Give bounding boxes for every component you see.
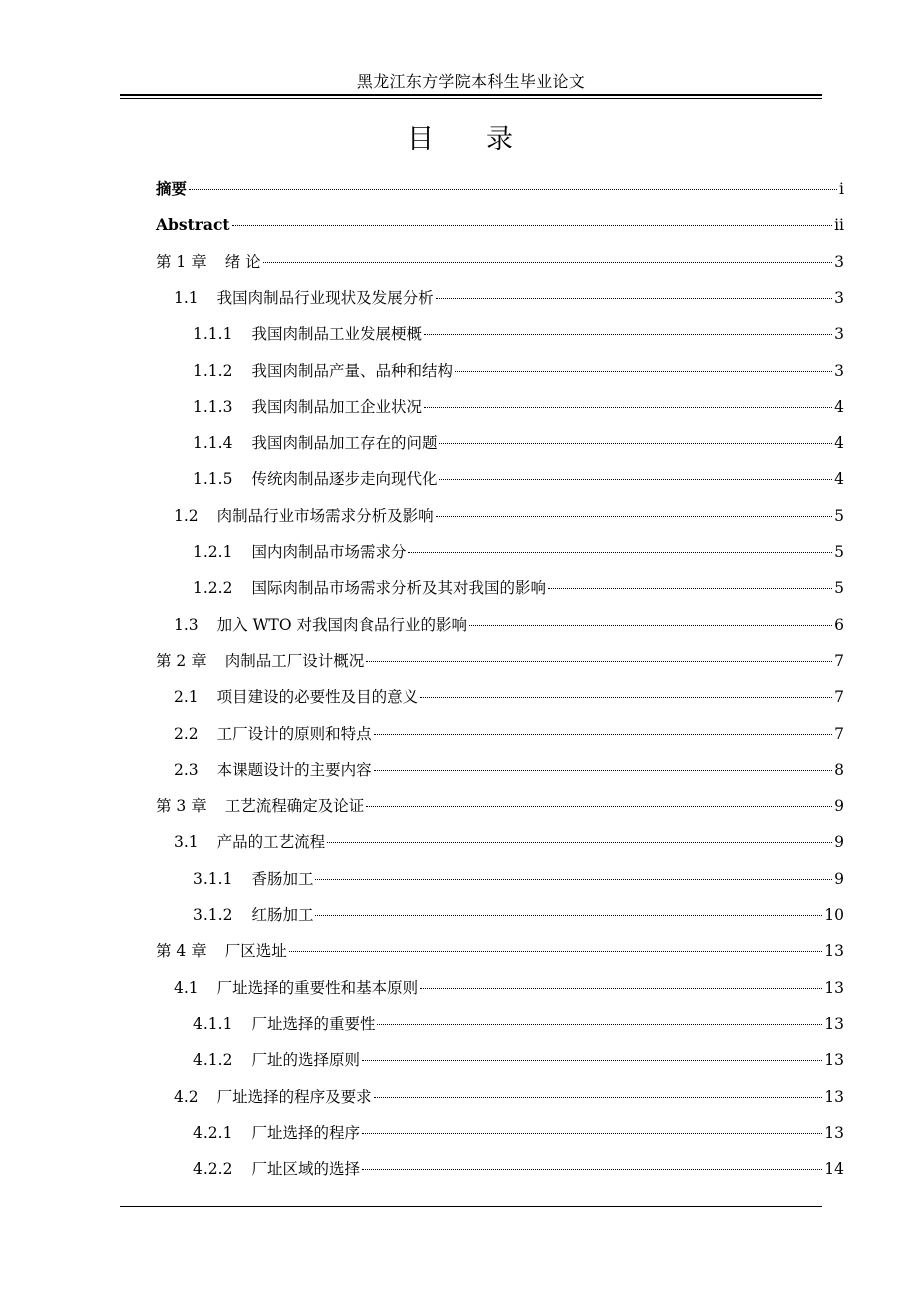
toc-dot-leader — [424, 334, 832, 335]
toc-entry-number: 2.1 — [174, 688, 199, 707]
toc-entry-number: 4.2.1 — [193, 1123, 233, 1142]
toc-entry-title: 肉制品工厂设计概况 — [224, 651, 365, 670]
footer-rule — [120, 1206, 822, 1207]
toc-entry-page: 4 — [834, 434, 844, 453]
toc-entry-number: 第 2 章 — [156, 651, 207, 670]
toc-entry-title: 厂址区域的选择 — [251, 1160, 360, 1179]
toc-entry[interactable] — [174, 759, 844, 781]
toc-entry-page: 8 — [834, 760, 844, 779]
toc-dot-leader — [439, 443, 832, 444]
toc-entry-number: 4.1.2 — [193, 1051, 233, 1070]
toc-entry-number: 1.1 — [174, 288, 199, 307]
toc-entry[interactable] — [156, 178, 844, 200]
toc-entry-page: i — [839, 180, 844, 198]
toc-entry-page: 5 — [834, 579, 844, 598]
toc-entry[interactable] — [193, 1013, 844, 1035]
toc-dot-leader — [289, 951, 823, 952]
toc-entry-page: 9 — [834, 869, 844, 888]
toc-entry-number: 1.2.1 — [193, 543, 233, 561]
toc-entry-title: 传统肉制品逐步走向现代化 — [251, 470, 438, 489]
toc-entry[interactable] — [193, 1122, 844, 1144]
toc-entry[interactable] — [193, 1049, 844, 1071]
toc-entry-number: 3.1.2 — [193, 906, 233, 924]
toc-dot-leader — [374, 770, 832, 771]
toc-title: 目录 — [407, 124, 565, 155]
toc-dot-leader — [420, 697, 832, 698]
toc-entry-page: ii — [834, 216, 844, 235]
toc-entry-page: 7 — [834, 688, 844, 707]
toc-entry-title: 绪 论 — [224, 252, 261, 271]
toc-entry-page: 10 — [824, 906, 844, 924]
toc-entry-title: 我国肉制品产量、品种和结构 — [251, 361, 453, 380]
toc-entry-title: 国际肉制品市场需求分析及其对我国的影响 — [251, 579, 546, 598]
toc-dot-leader — [439, 479, 832, 480]
toc-entry-page: 3 — [834, 325, 844, 344]
toc-dot-leader — [424, 407, 832, 408]
toc-entry[interactable] — [174, 686, 844, 708]
toc-entry-number: 4.1.1 — [193, 1014, 233, 1033]
toc-dot-leader — [548, 588, 832, 589]
header-title: 黑龙江东方学院本科生毕业论文 — [356, 72, 586, 91]
toc-entry-number: 1.2.2 — [193, 579, 233, 598]
toc-entry-number: 4.1 — [174, 978, 199, 997]
toc-entry[interactable] — [156, 251, 844, 273]
toc-entry-title: 我国肉制品加工存在的问题 — [251, 434, 438, 453]
toc-dot-leader — [436, 298, 832, 299]
toc-entry-number: 2.3 — [174, 760, 199, 779]
toc-entry[interactable] — [156, 214, 844, 236]
toc-dot-leader — [455, 371, 832, 372]
toc-entry[interactable] — [193, 432, 844, 454]
toc-dot-leader — [408, 552, 832, 553]
toc-entry-number: 1.2 — [174, 506, 199, 525]
toc-dot-leader — [374, 1097, 823, 1098]
toc-dot-leader — [374, 734, 832, 735]
toc-entry-page: 13 — [824, 942, 844, 961]
toc-dot-leader — [189, 189, 837, 190]
toc-entry-page: 13 — [824, 1051, 844, 1070]
toc-entry-title: 香肠加工 — [251, 869, 314, 888]
toc-entry-number: 4.2 — [174, 1087, 199, 1106]
toc-entry-number: 3.1 — [174, 833, 199, 852]
toc-entry[interactable] — [193, 577, 844, 599]
toc-entry-page: 6 — [834, 615, 844, 634]
toc-dot-leader — [362, 1133, 822, 1134]
toc-entry-title: Abstract — [156, 215, 230, 235]
toc-entry-title: 本课题设计的主要内容 — [216, 760, 372, 779]
toc-dot-leader — [366, 661, 832, 662]
toc-entry-page: 13 — [824, 1014, 844, 1033]
toc-entry-page: 5 — [834, 506, 844, 525]
toc-dot-leader — [362, 1169, 822, 1170]
toc-entry-number: 1.1.4 — [193, 434, 233, 453]
toc-entry-page: 7 — [834, 651, 844, 670]
toc-entry-title: 产品的工艺流程 — [216, 833, 326, 852]
toc-entry-title: 厂址选择的程序及要求 — [216, 1087, 372, 1106]
toc-entry[interactable] — [174, 723, 844, 745]
toc-entry-number: 第 1 章 — [156, 252, 207, 271]
toc-entry[interactable] — [174, 831, 844, 853]
toc-entry-title: 摘要 — [156, 179, 188, 198]
toc-entry-page: 13 — [824, 978, 844, 997]
toc-entry-number: 第 4 章 — [156, 942, 207, 961]
toc-entry[interactable] — [156, 940, 844, 962]
toc-entry-page: 9 — [834, 797, 844, 816]
toc-dot-leader — [366, 806, 832, 807]
toc-entry-number: 1.1.2 — [193, 361, 233, 380]
toc-entry-title: 我国肉制品加工企业状况 — [251, 397, 422, 416]
toc-entry-page: 13 — [824, 1087, 844, 1106]
toc-entry-title: 厂址选择的重要性 — [251, 1014, 376, 1033]
toc-entry[interactable] — [193, 323, 844, 345]
toc-entry-number: 1.1.3 — [193, 397, 233, 416]
toc-entry[interactable] — [174, 287, 844, 309]
toc-dot-leader — [327, 842, 832, 843]
toc-entry-title: 厂址选择的程序 — [251, 1123, 360, 1142]
toc-entry-title: 厂区选址 — [224, 942, 287, 961]
toc-entry[interactable] — [193, 1158, 844, 1180]
toc-entry-page: 3 — [834, 361, 844, 380]
toc-entry-title: 肉制品行业市场需求分析及影响 — [216, 506, 434, 525]
toc-entry[interactable] — [193, 904, 844, 926]
toc-entry[interactable] — [193, 468, 844, 490]
toc-entry-page: 4 — [834, 470, 844, 489]
toc-entry-number: 3.1.1 — [193, 869, 233, 888]
toc-entry-number: 第 3 章 — [156, 797, 207, 816]
toc-entry-title: 国内肉制品市场需求分 — [251, 543, 407, 561]
toc-entry[interactable] — [193, 541, 844, 563]
toc-entry[interactable] — [174, 614, 844, 636]
toc-entry-title: 项目建设的必要性及目的意义 — [216, 688, 419, 707]
toc-dot-leader — [362, 1060, 822, 1061]
toc-entry-number: 2.2 — [174, 724, 199, 743]
toc-dot-leader — [469, 625, 832, 626]
toc-entry-title: 工艺流程确定及论证 — [224, 797, 365, 816]
toc-entry-title: 厂址的选择原则 — [251, 1051, 360, 1070]
toc-dot-leader — [420, 988, 822, 989]
toc-entry[interactable] — [193, 360, 844, 382]
toc-dot-leader — [263, 262, 832, 263]
toc-entry-number: 1.3 — [174, 615, 199, 634]
toc-entry[interactable] — [156, 650, 844, 672]
toc-entry-title: 厂址选择的重要性和基本原则 — [216, 978, 419, 997]
toc-entry[interactable] — [174, 1086, 844, 1108]
toc-entry-number: 1.1.1 — [193, 325, 233, 344]
toc-entry-title: 工厂设计的原则和特点 — [216, 724, 372, 743]
toc-entry-title: 我国肉制品工业发展梗概 — [251, 325, 422, 344]
toc-entry-page: 3 — [834, 252, 844, 271]
toc-dot-leader — [377, 1024, 822, 1025]
toc-entry[interactable] — [156, 795, 844, 817]
toc-dot-leader — [315, 915, 822, 916]
toc-entry[interactable] — [174, 977, 844, 999]
toc-dot-leader — [232, 225, 833, 226]
toc-dot-leader — [436, 516, 832, 517]
toc-entry-title: 红肠加工 — [251, 906, 314, 924]
toc-entry[interactable] — [174, 505, 844, 527]
toc-entry[interactable] — [193, 396, 844, 418]
toc-entry-number: 4.2.2 — [193, 1160, 233, 1179]
toc-dot-leader — [315, 879, 832, 880]
toc-entry-page: 13 — [824, 1123, 844, 1142]
toc-entry-number: 1.1.5 — [193, 470, 233, 489]
toc-entry-page: 5 — [834, 543, 844, 561]
toc-entry-page: 3 — [834, 288, 844, 307]
toc-entry-page: 14 — [824, 1160, 844, 1179]
toc-entry-page: 9 — [834, 833, 844, 852]
toc-entry-page: 7 — [834, 724, 844, 743]
toc-entry[interactable] — [193, 868, 844, 890]
toc-entry-title: 加入 WTO 对我国肉食品行业的影响 — [216, 615, 467, 634]
toc-entry-title: 我国肉制品行业现状及发展分析 — [216, 288, 434, 307]
toc-entry-page: 4 — [834, 397, 844, 416]
